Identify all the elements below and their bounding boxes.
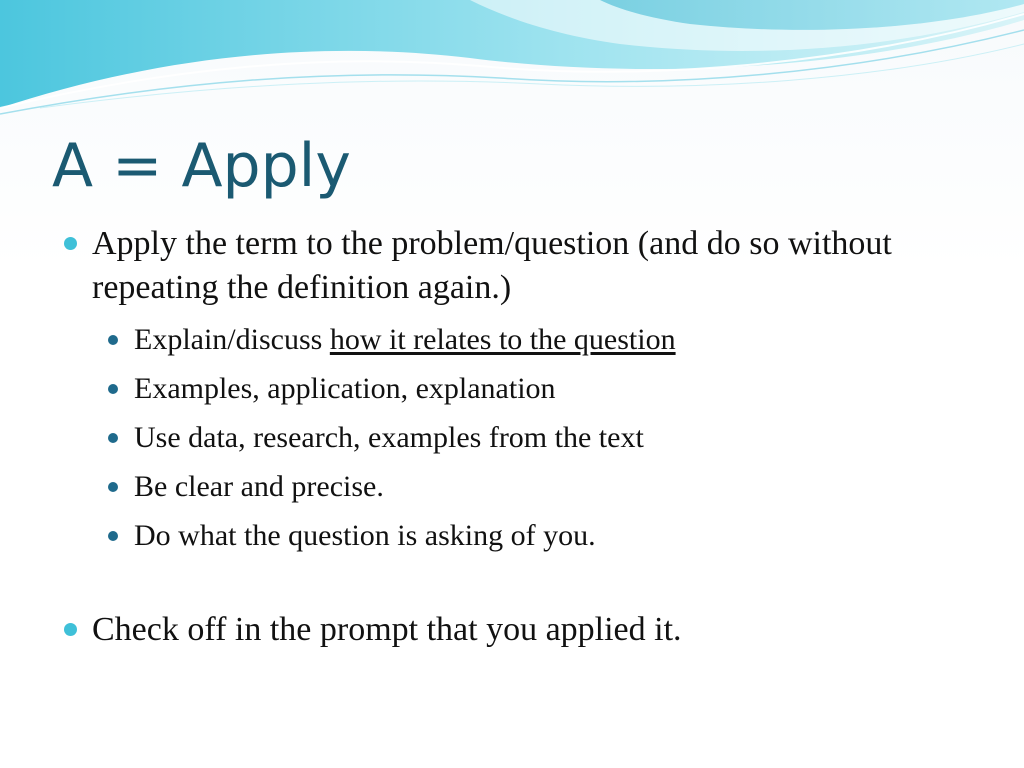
underlined-text: how it relates to the question xyxy=(329,323,676,356)
list-item xyxy=(60,516,960,556)
bullet-dot-icon xyxy=(108,482,118,492)
bullet-text: Be clear and precise. xyxy=(134,470,384,503)
slide-title: A = Apply xyxy=(52,131,351,201)
bullet-dot-icon xyxy=(64,623,77,636)
bullet-text: Examples, application, explanation xyxy=(134,372,556,405)
bullet-dot-icon xyxy=(108,335,118,345)
bullet-dot-icon xyxy=(108,531,118,541)
wave-banner-decoration xyxy=(0,0,1024,120)
list-item xyxy=(60,369,960,409)
bullet-dot-icon xyxy=(108,384,118,394)
bullet-text: Do what the question is asking of you. xyxy=(134,519,596,552)
bullet-text: Check off in the prompt that you applied it. xyxy=(92,611,682,648)
bullet-dot-icon xyxy=(64,237,77,250)
list-item xyxy=(60,418,960,458)
list-item xyxy=(60,320,960,360)
list-item xyxy=(60,467,960,507)
list-item xyxy=(60,608,960,652)
list-item xyxy=(60,222,960,310)
bullet-text: Explain/discuss xyxy=(134,323,330,356)
bullet-dot-icon xyxy=(108,433,118,443)
bullet-list xyxy=(60,222,960,652)
bullet-text: Apply the term to the problem/question (and do so without repeating the definition again.) xyxy=(92,225,892,306)
bullet-text: Use data, research, examples from the text xyxy=(134,421,644,454)
